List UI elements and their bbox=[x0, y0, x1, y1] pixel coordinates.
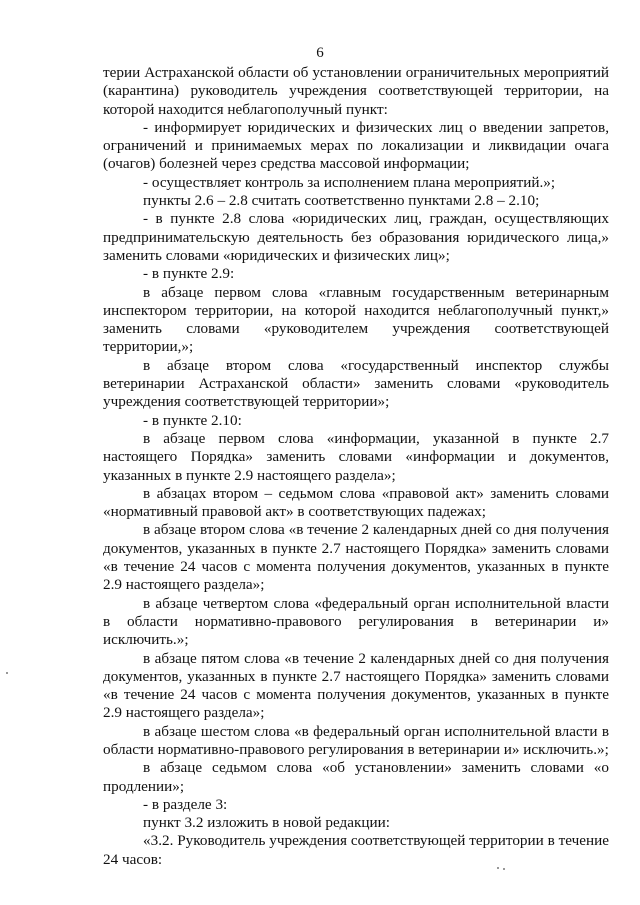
paragraph-item-2-8: - в пункте 2.8 слова «юридических лиц, граждан, осуществляющих предпринимательскую деятельность без образования юридического лица,» заменить словами «юридических и физических лиц»; bbox=[103, 210, 609, 264]
paragraph-item-2-10-fourth: в абзаце четвертом слова «федеральный орган исполнительной власти в области нормативно-правового регулирования в ветеринарии и» исключить.»; bbox=[103, 594, 609, 649]
paragraph-section-3-heading: - в разделе 3: bbox=[143, 795, 228, 813]
paragraph-item-2-9-second: в абзаце втором слова «государственный инспектор службы ветеринарии Астраханской области» заменить словами «руководитель учреждения соответствующей территории»; bbox=[103, 356, 609, 411]
document-body bbox=[103, 64, 609, 869]
page-number: 6 bbox=[316, 45, 324, 61]
paragraph-item-2-9-first: в абзаце первом слова «главным государственным ветеринарным инспектором территории, на которой находится неблагополучный пункт,» заменить словами «руководителем учреждения соответствующей территории,»; bbox=[103, 283, 609, 356]
paragraph-renumber-items: пункты 2.6 – 2.8 считать соответственно пунктами 2.8 – 2.10; bbox=[143, 192, 540, 210]
paragraph-item-2-10-first: в абзаце первом слова «информации, указанной в пункте 2.7 настоящего Порядка» заменить словами «информации и документов, указанных в пункте 2.9 настоящего раздела»; bbox=[103, 429, 609, 484]
paragraph-inform-item: - информирует юридических и физических лиц о введении запретов, ограничений и принимаемых мерах по локализации и ликвидации очага (очагов) болезней через средства массовой информации; bbox=[103, 118, 609, 173]
paragraph-continuation: терии Астраханской области об установлении ограничительных мероприятий (карантина) руководитель учреждения соответствующей территории, на которой находится неблагополучный пункт: bbox=[103, 64, 609, 118]
paragraph-item-3-2-text: «3.2. Руководитель учреждения соответствующей территории в течение 24 часов: bbox=[103, 832, 609, 868]
paragraph-item-2-10-sixth: в абзаце шестом слова «в федеральный орган исполнительной власти в области нормативно-правового регулирования в ветеринарии и» исключить.»; bbox=[103, 722, 609, 758]
paragraph-item-2-9-heading: - в пункте 2.9: bbox=[143, 265, 235, 283]
scan-speck bbox=[6, 672, 8, 674]
paragraph-item-3-2-intro: пункт 3.2 изложить в новой редакции: bbox=[143, 814, 391, 832]
paragraph-item-2-10-second-seventh: в абзацах втором – седьмом слова «правовой акт» заменить словами «нормативный правовой акт» в соответствующих падежах; bbox=[103, 484, 609, 521]
paragraph-item-2-10-seventh: в абзаце седьмом слова «об установлении» заменить словами «о продлении»; bbox=[103, 759, 609, 795]
paragraph-item-2-10-fifth: в абзаце пятом слова «в течение 2 календарных дней со дня получения документов, указанных в пункте 2.7 настоящего Порядка» заменить словами «в течение 24 часов с момента получения документов, указанных в пункте 2.9 настоящего раздела»; bbox=[103, 649, 609, 722]
paragraph-control-item: - осуществляет контроль за исполнением плана мероприятий.»; bbox=[143, 173, 556, 191]
scan-speck bbox=[497, 867, 499, 869]
scan-speck bbox=[503, 868, 505, 870]
paragraph-item-2-10-heading: - в пункте 2.10: bbox=[143, 411, 242, 429]
paragraph-item-2-10-second: в абзаце втором слова «в течение 2 календарных дней со дня получения документов, указанных в пункте 2.7 настоящего Порядка» заменить словами «в течение 24 часов с момента получения документов, указанных в пункте 2.9 настоящего раздела»; bbox=[103, 521, 609, 594]
